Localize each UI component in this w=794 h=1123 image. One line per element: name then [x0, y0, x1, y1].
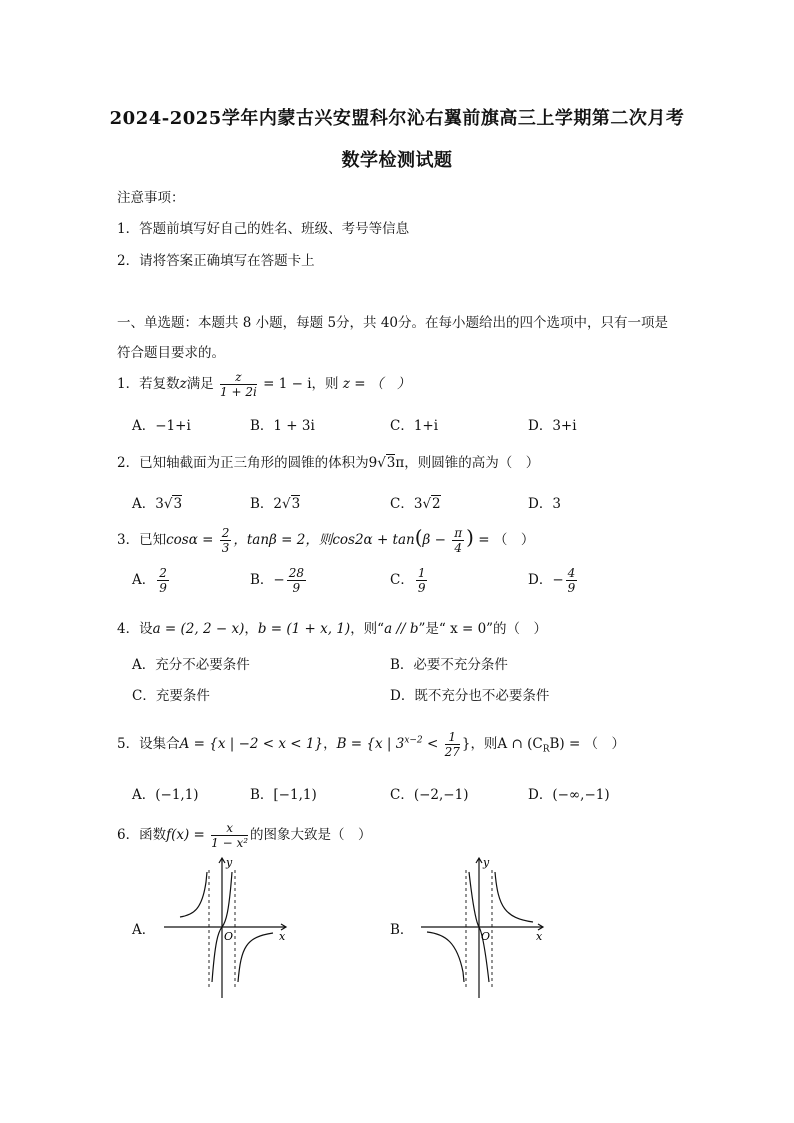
q3-pre: 3．已知: [117, 532, 167, 548]
q5-set-b-lt: <: [426, 736, 439, 752]
q2-tail: ，则圆锥的高为（ ）: [404, 455, 540, 471]
q3-option-d: [528, 566, 579, 595]
q3-pi-num: π: [454, 526, 463, 540]
note-item-2: 2．请将答案正确填写在答题卡上: [117, 253, 315, 269]
q5-option-c: C．(−2,−1): [390, 787, 469, 803]
title-line-2: 数学检测试题: [341, 150, 453, 171]
q4-vec-b: b = (1 + x, 1): [257, 621, 351, 637]
q4-option-c: C．充要条件: [132, 688, 210, 704]
q1-mid: 满足: [186, 376, 214, 392]
q1-option-b: B．1 + 3i: [250, 418, 315, 434]
q3-a-den: 9: [159, 581, 167, 595]
question-5: [117, 730, 625, 759]
q3-d-den: 9: [567, 581, 576, 595]
q6-frac-num: x: [211, 821, 248, 836]
q3-a-label: A．: [132, 572, 156, 588]
q3-c-den: 9: [417, 581, 426, 595]
q3-cos-fraction: [220, 526, 232, 555]
q5-tail-end: B) = （ ）: [549, 736, 626, 752]
q3-option-a: [132, 566, 171, 595]
q1-pre: 1．若复数: [117, 376, 180, 392]
q5-frac-den: 27: [444, 745, 460, 759]
note-item-1: 1．答题前填写好自己的姓名、班级、考号等信息: [117, 221, 410, 237]
q5-set-b-close: }: [461, 736, 471, 752]
q4-parallel: a // b: [384, 621, 419, 637]
q3-expr-a: cos2α + tan: [332, 532, 415, 548]
section-1-heading-cont: 符合题目要求的。: [117, 345, 225, 361]
q1-option-c: C．1+i: [390, 418, 439, 434]
title-line-1: 2024-2025学年内蒙古兴安盟科尔沁右翼前旗高三上学期第二次月考: [109, 108, 685, 129]
q2-vol-coef: 9: [368, 455, 378, 471]
q6-tail: 的图象大致是（ ）: [250, 827, 372, 843]
q5-set-b-exp: x−2: [404, 735, 423, 746]
q3-tail: = （ ）: [478, 532, 535, 548]
q3-option-b: [250, 566, 308, 595]
q2-text: 2．已知轴截面为正三角形的圆锥的体积为: [117, 455, 369, 471]
q5-tail-sub: R: [542, 744, 550, 755]
q5-pre: 5．设集合: [117, 736, 180, 752]
q3-expr-b: β −: [422, 532, 446, 548]
q1-frac-num: z: [220, 370, 257, 385]
q6-option-a-label: A．: [132, 922, 156, 938]
q2-a-rad: 3: [173, 496, 183, 512]
q2-b-coef: 2: [273, 496, 283, 512]
q3-a-num: 2: [159, 566, 167, 580]
notes-heading: 注意事项：: [117, 190, 185, 206]
q5-option-a: A．(−1,1): [132, 787, 199, 803]
q2-option-b: B．2√3: [250, 496, 301, 512]
q6-fraction: [211, 821, 248, 850]
q3-b-num: 28: [288, 566, 305, 580]
q2-c-label: C．: [390, 496, 414, 512]
question-6: [117, 821, 372, 850]
q3-cos: cosα =: [166, 532, 214, 548]
q2-c-rad: 2: [432, 496, 441, 512]
q3-d-num: 4: [567, 566, 576, 580]
question-2: 2．已知轴截面为正三角形的圆锥的体积为9√3π，则圆锥的高为（ ）: [117, 455, 540, 471]
q3-d-sign: −: [552, 572, 564, 588]
q1-frac-den: 1 + 2i: [220, 385, 257, 399]
q5-fraction: [445, 730, 460, 759]
q5-tail: ，则A ∩ (C: [470, 736, 543, 752]
graph-b-x-label: x: [536, 930, 543, 943]
q1-var: z: [179, 376, 187, 392]
q2-option-a: A．3√3: [132, 496, 183, 512]
q5-set-b: B = {x | 3: [336, 736, 405, 752]
q3-d-fraction: [566, 566, 578, 595]
q6-pre: 6．函数: [117, 827, 167, 843]
q1-eq: = 1 − i，则: [263, 376, 339, 392]
q3-c-num: 1: [417, 566, 426, 580]
q4-option-d: D．既不充分也不必要条件: [390, 688, 550, 704]
q1-ask: z = （ ）: [342, 376, 411, 392]
q2-a-label: A．: [132, 496, 156, 512]
graph-b-curve-left: [427, 932, 464, 982]
question-4: [117, 617, 547, 637]
graph-b-curve-right: [495, 872, 533, 922]
q2-a-coef: 3: [155, 496, 164, 512]
q3-b-label: B．: [250, 572, 274, 588]
q2-d-coef: 3: [552, 496, 561, 512]
q6-graph-b: [415, 852, 550, 1002]
question-1: [117, 370, 410, 399]
q3-b-den: 9: [292, 581, 301, 595]
q4-text-d: ”是“ x = 0”的（ ）: [418, 621, 548, 637]
q3-c-fraction: [416, 566, 428, 595]
q3-a-fraction: [157, 566, 169, 595]
graph-a-x-label: x: [279, 930, 286, 943]
q6-frac-den: 1 − x²: [211, 836, 249, 850]
graph-a-origin-label: O: [224, 930, 234, 943]
question-3: 3．已知cosα = $\frac{2}{3}$ ，tanβ = 2，则cos2α + tan(β − $\frac{\pi}{4}$ ) = （ ）: [117, 525, 535, 555]
q1-option-a: A．−1+i: [132, 418, 191, 434]
q5-frac-num: 1: [445, 730, 460, 745]
graph-a-curve-right: [238, 933, 273, 982]
q2-option-d: [528, 492, 561, 512]
graph-b-origin-label: O: [481, 930, 491, 943]
q2-c-coef: 3: [413, 496, 423, 512]
q4-text-a: 4．设: [117, 621, 153, 637]
q5-option-b: B．[−1,1): [250, 787, 317, 803]
graph-a-y-label: y: [226, 856, 233, 869]
q3-tan: ，tanβ = 2，则: [233, 532, 333, 548]
q6-graph-a: [158, 852, 293, 1002]
q2-d-label: D．: [528, 496, 553, 512]
q5-sep: ，: [323, 736, 337, 752]
q4-option-b: B．必要不充分条件: [390, 657, 508, 673]
q6-option-b-label: B．: [390, 922, 414, 938]
q2-vol-pi: π: [395, 455, 405, 471]
q4-text-c: ，则“: [350, 621, 385, 637]
graph-a-curve-left: [180, 872, 207, 917]
q6-fx: f(x) =: [166, 827, 205, 843]
q4-text-b: ，: [244, 621, 258, 637]
q2-vol-rad: 3: [386, 455, 396, 471]
q2-option-c: C．3√2: [390, 496, 441, 512]
q3-pi-fraction: [452, 526, 464, 555]
q3-c-label: C．: [390, 572, 414, 588]
q3-option-c: [390, 566, 429, 595]
q4-option-a: A．充分不必要条件: [132, 657, 250, 673]
q1-fraction: [220, 370, 257, 399]
q3-cos-den: 3: [221, 541, 230, 555]
section-1-heading: 一、单选题：本题共 8 小题，每题 5分，共 40分。在每小题给出的四个选项中，只有一项是: [117, 315, 669, 331]
q4-vec-a: a = (2, 2 − x): [152, 621, 245, 637]
q5-option-d: D．(−∞,−1): [528, 787, 610, 803]
q3-pi-den: 4: [454, 541, 463, 555]
q1-option-d: D．3+i: [528, 418, 577, 434]
q5-set-a: A = {x | −2 < x < 1}: [179, 736, 324, 752]
q2-b-label: B．: [250, 496, 274, 512]
graph-b-y-label: y: [483, 856, 490, 869]
q3-d-label: D．: [528, 572, 553, 588]
q2-b-rad: 3: [291, 496, 301, 512]
q3-cos-num: 2: [221, 526, 230, 540]
q3-b-fraction: [287, 566, 306, 595]
q3-b-sign: −: [273, 572, 285, 588]
